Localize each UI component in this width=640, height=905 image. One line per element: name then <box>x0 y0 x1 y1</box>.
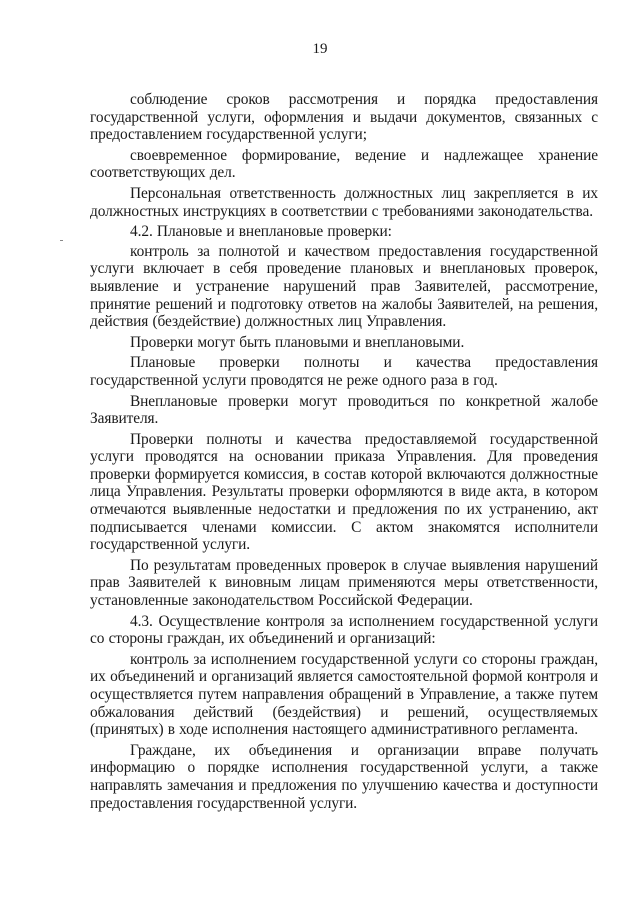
paragraph: своевременное формирование, ведение и надлежащее хранение соответствующих дел. <box>90 146 598 182</box>
paragraph: Внеплановые проверки могут проводиться по конкретной жалобе Заявителя. <box>90 392 598 428</box>
paragraph: Граждане, их объединения и организации вправе получать информацию о порядке исполнения государственной услуги, а также направлять замечания и предложения по улучшению качества и доступности предоставления государственной услуги. <box>90 741 598 812</box>
paragraph: Плановые проверки полноты и качества предоставления государственной услуги проводятся не реже одного раза в год. <box>90 354 598 389</box>
paragraph: Проверки могут быть плановыми и внеплановыми. <box>130 333 465 351</box>
paragraph: Персональная ответственность должностных лиц закрепляется в их должностных инструкциях в соответствии с требованиями законодательства. <box>90 184 598 220</box>
paragraph: Проверки полноты и качества предоставляемой государственной услуги проводятся на основании приказа Управления. Для проведения проверки формируется комиссия, в состав которой включаются должностные лица Управления. Результаты проверки оформляются в виде акта, в котором отмечаются выявленные недостатки и предложения по их устранению, акт подписывается членами комиссии. С актом знакомятся исполнители государственной услуги. <box>90 430 598 554</box>
page-number: 19 <box>312 41 328 57</box>
section-heading: 4.3. Осуществление контроля за исполнением государственной услуги со стороны граждан, их объединений и организаций: <box>90 612 598 648</box>
section-heading: 4.2. Плановые и внеплановые проверки: <box>130 223 392 241</box>
paragraph: По результатам проведенных проверок в случае выявления нарушений прав Заявителей к виновным лицам применяются меры ответственности, установленные законодательством Российской Федерации. <box>90 556 598 610</box>
paragraph: контроль за полнотой и качеством предоставления государственной услуги включает в себя проведение плановых и внеплановых проверок, выявление и устранение нарушений прав Заявителей, рассмотрение, принятие решений и подготовку ответов на жалобы Заявителей, на решения, действия (бездействие) должностных лиц Управления. <box>90 242 598 331</box>
margin-mark <box>60 240 63 241</box>
paragraph: контроль за исполнением государственной услуги со стороны граждан, их объединений и организаций является самостоятельной формой контроля и осуществляется путем направления обращений в Управление, а также путем обжалования действий (бездействия) и решений, осуществляемых (принятых) в ходе исполнения настоящего административного регламента. <box>90 650 598 739</box>
document-body <box>90 91 598 815</box>
paragraph: соблюдение сроков рассмотрения и порядка предоставления государственной услуги, оформления и выдачи документов, связанных с предоставлением государственной услуги; <box>90 91 598 144</box>
